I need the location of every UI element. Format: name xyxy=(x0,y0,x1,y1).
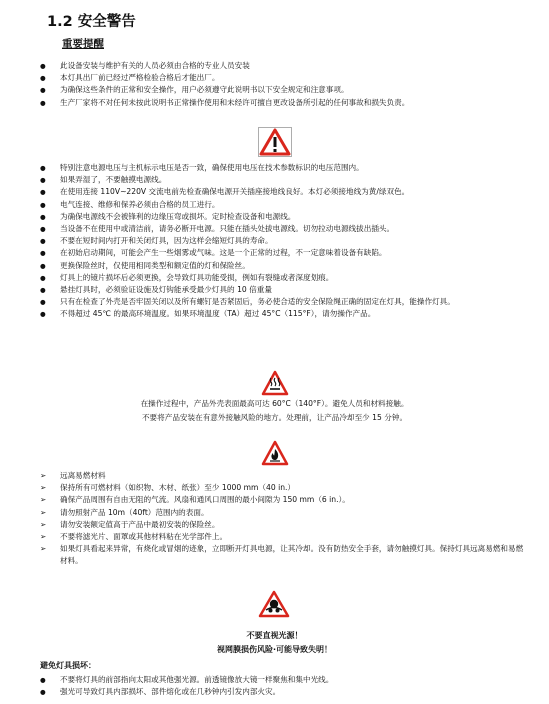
list-item: ➢ 保持所有可燃材料（如织物、木材、纸张）至少 1000 mm（40 in.） xyxy=(40,482,525,494)
list-item: ➢ 请勿照射产品 10m（40ft）范围内的表面。 xyxy=(40,507,525,519)
list-item: ➢ 如果灯具看起来异常，有烧化或冒烟的迹象，立即断开灯具电源，让其冷却。没有防热安全手套，请勿触摸灯具。保持灯具远离易燃和易燃材料。 xyxy=(40,543,525,567)
list-item: ● 在使用连接 110V~220V 交流电前先检查确保电源开关插座接地线良好。本灯必须接地线为黄/绿双色。 xyxy=(40,186,525,198)
list-item: ● 只有在检查了外壳是否牢固关闭以及所有螺钉是否紧固后，务必使合适的安全保险绳正确的固定在灯具，能操作灯具。 xyxy=(40,296,525,308)
list-item: ● 灯具上的镜片损坏后必须更换，会导致灯具功能受损，例如有裂缝或者深度划痕。 xyxy=(40,272,525,284)
avoid-damage-heading: 避免灯具损坏： xyxy=(40,661,96,670)
eye-protection-icon xyxy=(258,590,290,618)
list-item: ● 为确保这些条件的正常和安全操作，用户必须遵守此说明书以下安全规定和注意事项。 xyxy=(40,84,510,96)
list-item: ● 不要在短时间内打开和关闭灯具，因为这样会缩短灯具的寿命。 xyxy=(40,235,525,247)
flammable-icon xyxy=(261,440,289,466)
list-item: ● 本灯具出厂前已经过严格检验合格后才能出厂。 xyxy=(40,72,510,84)
list-item: ● 在初始启动期间，可能会产生一些烟雾或气味。这是一个正常的过程，不一定意味着设备有缺陷。 xyxy=(40,247,525,259)
important-notice-heading: 重要提醒 xyxy=(62,38,104,50)
fire-safety-list xyxy=(40,470,525,568)
electrical-safety-list xyxy=(40,162,525,321)
list-item: ➢ 确保产品周围有自由无阻的气流。风扇和通风口周围的最小间隙为 150 mm（6 in.）。 xyxy=(40,494,525,506)
list-item: ➢ 请勿安装额定值高于产品中最初安装的保险丝。 xyxy=(40,519,525,531)
general-notice-list xyxy=(40,60,510,109)
hot-surface-warning-text: 在操作过程中，产品外壳表面最高可达 60°C（140°F）。避免人员和材料接触。 xyxy=(140,399,409,408)
list-item: ● 悬挂灯具时，必须验证设施及灯钩能承受最少灯具的 10 倍重量 xyxy=(40,284,525,296)
warning-triangle-icon xyxy=(258,127,292,157)
list-item: ● 当设备不在使用中或清洁前，请务必断开电源。只能在插头处拔电源线。切勿拉动电源线拔出插头。 xyxy=(40,223,525,235)
list-item: ➢ 不要将滤光片、面罩或其他材料粘在光学部件上。 xyxy=(40,531,525,543)
list-item: ● 此设备安装与维护有关的人员必须由合格的专业人员安装 xyxy=(40,60,510,72)
list-item: ● 电气连接、维修和保养必须由合格的员工进行。 xyxy=(40,199,525,211)
eye-warning-text: 视网膜损伤风险·可能导致失明！ xyxy=(216,645,333,654)
section-title: 1.2 安全警告 xyxy=(47,14,136,30)
list-item: ● 如果弄湿了，不要触摸电源线。 xyxy=(40,174,525,186)
list-item: ● 更换保险丝时，仅使用相同类型和额定值的灯和保险丝。 xyxy=(40,260,525,272)
hot-surface-icon xyxy=(261,370,289,396)
list-item: ➢ 远离易燃材料 xyxy=(40,470,525,482)
list-item: ● 生产厂家将不对任何未按此说明书正常操作使用和未经许可擅自更改设备所引起的任何事故和损失负责。 xyxy=(40,97,510,109)
list-item: ● 不得超过 45℃ 的最高环境温度。如果环境温度（TA）超过 45°C（115°F），请勿操作产品。 xyxy=(40,308,525,320)
list-item: ● 强光可导致灯具内部损坏、部件熔化或在几秒钟内引发内部火灾。 xyxy=(40,686,525,698)
list-item: ● 特别注意电源电压与主机标示电压是否一致，确保使用电压在技术参数标识的电压范围内。 xyxy=(40,162,525,174)
hot-surface-warning-text: 不要将产品安装在有意外接触风险的地方。处理前，让产品冷却至少 15 分钟。 xyxy=(141,413,408,422)
eye-warning-text: 不要直视光源！ xyxy=(246,631,303,640)
avoid-damage-list xyxy=(40,674,525,698)
list-item: ● 不要将灯具的前部指向太阳或其他强光源。前透镜像放大镜一样聚焦和集中光线。 xyxy=(40,674,525,686)
list-item: ● 为确保电源线不会被锋利的边缘压弯或损坏。定时检查设备和电源线。 xyxy=(40,211,525,223)
